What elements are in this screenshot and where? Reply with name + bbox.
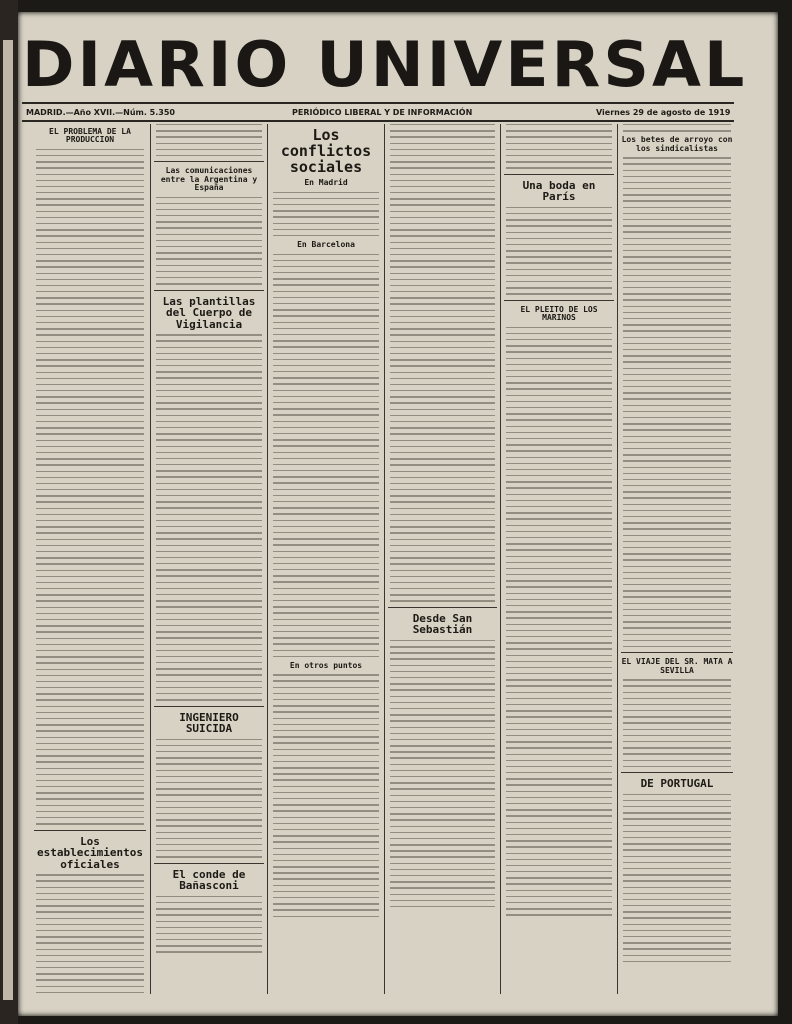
- article-body-text: [506, 207, 612, 295]
- article-body-text: [506, 124, 612, 169]
- article-body-text: [623, 124, 731, 132]
- article-body-text: [156, 334, 262, 700]
- column-divider: [384, 124, 385, 994]
- column-6: [621, 124, 733, 994]
- article-body-text: [506, 327, 612, 916]
- book-binding-edge: [0, 0, 18, 1024]
- issue-number: MADRID.—Año XVII.—Núm. 5.350: [26, 108, 175, 117]
- article-subheadline: En Barcelona: [297, 240, 355, 250]
- article-body-text: [273, 674, 379, 917]
- column-1: [34, 124, 146, 994]
- article-body-text: [156, 896, 262, 953]
- article-headline: Desde San Sebastián: [412, 611, 473, 637]
- article-headline: EL PROBLEMA DE LA PRODUCCION: [49, 127, 131, 145]
- article-body-text: [156, 197, 262, 285]
- article-headline: EL VIAJE DEL SR. MATA A SEVILLA: [621, 657, 733, 675]
- article-headline: Las plantillas del Cuerpo de Vigilancia: [162, 294, 256, 331]
- masthead-rule-bottom: [22, 120, 734, 122]
- article-subheadline: En otros puntos: [289, 660, 363, 670]
- column-3: [271, 124, 381, 994]
- column-5: [504, 124, 614, 994]
- column-2: [154, 124, 264, 994]
- article-body-text: [156, 739, 262, 858]
- article-body-text: [36, 149, 144, 825]
- article-headline: Las comunicaciones entre la Argentina y España: [160, 166, 258, 193]
- article-body-text: [623, 157, 731, 647]
- column-divider: [267, 124, 268, 994]
- article-headline: Los establecimientos oficiales: [37, 834, 143, 871]
- column-divider: [617, 124, 618, 994]
- article-body-text: [36, 874, 144, 993]
- masthead-title: DIARIO UNIVERSAL: [22, 28, 748, 101]
- article-body-text: [623, 794, 731, 962]
- column-divider: [500, 124, 501, 994]
- issue-date: Viernes 29 de agosto de 1919: [596, 108, 731, 117]
- article-headline: Una boda en París: [522, 178, 596, 204]
- newspaper-subtitle: PERIÓDICO LIBERAL Y DE INFORMACIÓN: [292, 108, 473, 117]
- article-body-text: [156, 124, 262, 156]
- article-headline: El conde de Bañasconi: [172, 867, 246, 893]
- article-body-text: [273, 192, 379, 237]
- article-headline: Los conflictos sociales: [280, 126, 372, 176]
- masthead-info-line: [22, 106, 734, 120]
- article-body-text: [390, 640, 495, 907]
- article-body-text: [390, 124, 495, 602]
- article-headline: Los betes de arroyo con los sindicalistas: [621, 135, 733, 153]
- column-4: [388, 124, 497, 994]
- column-divider: [150, 124, 151, 994]
- masthead-rule-top: [22, 102, 734, 104]
- article-headline: EL PLEITO DE LOS MARINOS: [520, 304, 598, 323]
- article-body-text: [273, 254, 379, 658]
- article-body-text: [623, 679, 731, 767]
- article-subheadline: En Madrid: [304, 178, 348, 188]
- article-headline: DE PORTUGAL: [640, 777, 714, 791]
- article-headline: INGENIERO SUICIDA: [179, 710, 239, 736]
